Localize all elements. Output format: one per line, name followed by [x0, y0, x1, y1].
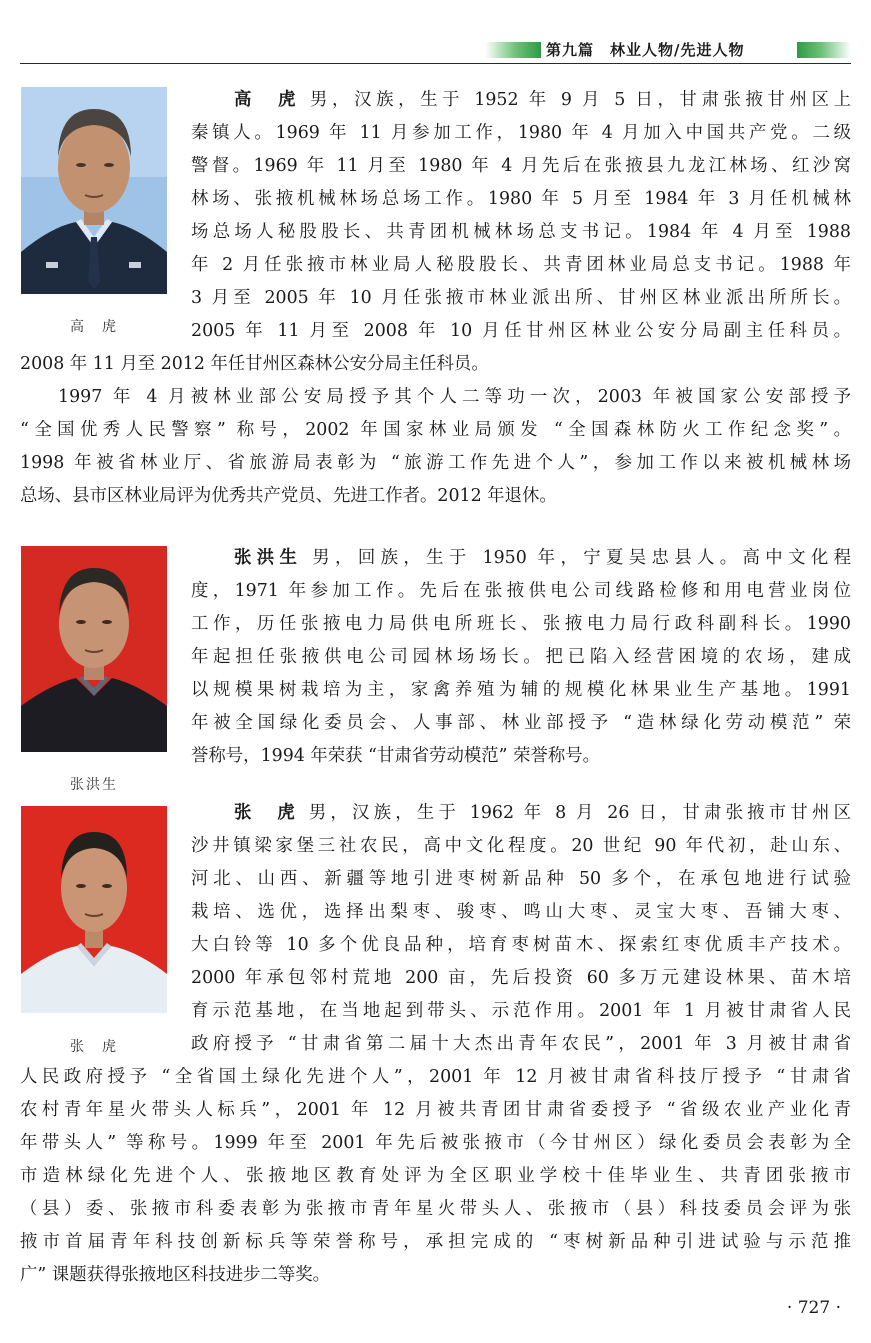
- portrait-photo-zhang-hongsheng: [21, 546, 167, 752]
- body-line: 张 虎 男，汉族，生于 1962 年 8 月 26 日，甘肃张掖市甘州区: [234, 803, 851, 823]
- body-line: 张洪生 男，回族，生于 1950 年，宁夏吴忠县人。高中文化程: [234, 548, 851, 568]
- body-line: 2005 年 11 月至 2008 年 10 月任甘州区林业公安分局副主任科员。: [191, 321, 851, 341]
- body-line: 场总场人秘股股长、共青团机械林场总支书记。1984 年 4 月至 1988: [191, 222, 851, 242]
- body-line: 掖市首届青年科技创新标兵等荣誉称号，承担完成的 “枣树新品种引进试验与示范推: [20, 1232, 851, 1252]
- portrait-photo-gao-hu: [21, 87, 167, 294]
- running-header: [20, 40, 851, 64]
- body-line: 人民政府授予 “全省国土绿化先进个人”，2001 年 12 月被甘肃省科技厅授予 “甘肃省: [20, 1067, 851, 1087]
- person-name: 高 虎: [234, 90, 301, 110]
- body-line: 年被全国绿化委员会、人事部、林业部授予 “造林绿化劳动模范” 荣: [191, 713, 851, 733]
- photo-caption: 高 虎: [70, 319, 118, 335]
- body-line: 市造林绿化先进个人、张掖地区教育处评为全区职业学校十佳毕业生、共青团张掖市: [20, 1166, 851, 1186]
- photo-caption: 张 虎: [70, 1039, 118, 1055]
- photo-caption: 张洪生: [70, 777, 118, 793]
- body-line: 广” 课题获得张掖地区科技进步二等奖。: [20, 1265, 331, 1285]
- body-line: 度，1971 年参加工作。先后在张掖供电公司线路检修和用电营业岗位: [191, 581, 851, 601]
- body-line: （县）委、张掖市科委表彰为张掖市青年星火带头人、张掖市（县）科技委员会评为张: [20, 1199, 851, 1219]
- body-line: 2008 年 11 月至 2012 年任甘州区森林公安分局主任科员。: [20, 354, 489, 374]
- body-line: “全国优秀人民警察” 称号，2002 年国家林业局颁发 “全国森林防火工作纪念奖”。: [20, 420, 851, 440]
- body-line: 总场、县市区林业局评为优秀共产党员、先进工作者。2012 年退休。: [20, 486, 557, 506]
- body-line: 年带头人” 等称号。1999 年至 2001 年先后被张掖市（今甘州区）绿化委员会表彰为全: [20, 1133, 851, 1153]
- person-name: 张 虎: [234, 803, 299, 823]
- body-line: 栽培、选优，选择出梨枣、骏枣、鸣山大枣、灵宝大枣、吾铺大枣、: [191, 902, 851, 922]
- body-line: 林场、张掖机械林场总场工作。1980 年 5 月至 1984 年 3 月任机械林: [191, 189, 851, 209]
- body-line: 育示范基地，在当地起到带头、示范作用。2001 年 1 月被甘肃省人民: [191, 1001, 851, 1021]
- body-line: 大白铃等 10 多个优良品种，培育枣树苗木、探索红枣优质丰产技术。: [191, 935, 851, 955]
- header-title: 第九篇 林业人物/先进人物: [546, 41, 745, 59]
- body-line: 1997 年 4 月被林业部公安局授予其个人二等功一次，2003 年被国家公安部授予: [58, 387, 851, 407]
- body-line: 工作，历任张掖电力局供电所班长、张掖电力局行政科副科长。1990: [191, 614, 851, 634]
- body-line: 誉称号，1994 年荣获 “甘肃省劳动模范” 荣誉称号。: [191, 746, 601, 766]
- body-line: 年 2 月任张掖市林业局人秘股股长、共青团林业局总支书记。1988 年: [191, 255, 851, 275]
- portrait-photo-zhang-hu: [21, 806, 167, 1013]
- body-line: 以规模果树栽培为主，家禽养殖为辅的规模化林果业生产基地。1991: [191, 680, 851, 700]
- person-name: 张洪生: [234, 548, 303, 568]
- body-line: 秦镇人。1969 年 11 月参加工作，1980 年 4 月加入中国共产党。二级: [191, 123, 851, 143]
- page-number: · 727 ·: [786, 1298, 841, 1318]
- body-line: 政府授予 “甘肃省第二届十大杰出青年农民”，2001 年 3 月被甘肃省: [191, 1034, 851, 1054]
- body-line: 年起担任张掖供电公司园林场场长。把已陷入经营困境的农场，建成: [191, 647, 851, 667]
- body-line: 警督。1969 年 11 月至 1980 年 4 月先后在张掖县九龙江林场、红沙窝: [191, 156, 851, 176]
- body-line: 高 虎 男，汉族，生于 1952 年 9 月 5 日，甘肃张掖甘州区上: [234, 90, 851, 110]
- header-decor-bar-left: [485, 42, 541, 58]
- body-line: 1998 年被省林业厅、省旅游局表彰为 “旅游工作先进个人”，参加工作以来被机械林场: [20, 453, 851, 473]
- body-line: 2000 年承包邻村荒地 200 亩，先后投资 60 多万元建设林果、苗木培: [191, 968, 851, 988]
- header-decor-bar-right: [797, 42, 851, 58]
- body-line: 河北、山西、新疆等地引进枣树新品种 50 多个，在承包地进行试验: [191, 869, 851, 889]
- body-line: 3 月至 2005 年 10 月任张掖市林业派出所、甘州区林业派出所所长。: [191, 288, 851, 308]
- body-line: 农村青年星火带头人标兵”，2001 年 12 月被共青团甘肃省委授予 “省级农业产业化青: [20, 1100, 851, 1120]
- body-line: 沙井镇梁家堡三社农民，高中文化程度。20 世纪 90 年代初，赴山东、: [191, 836, 851, 856]
